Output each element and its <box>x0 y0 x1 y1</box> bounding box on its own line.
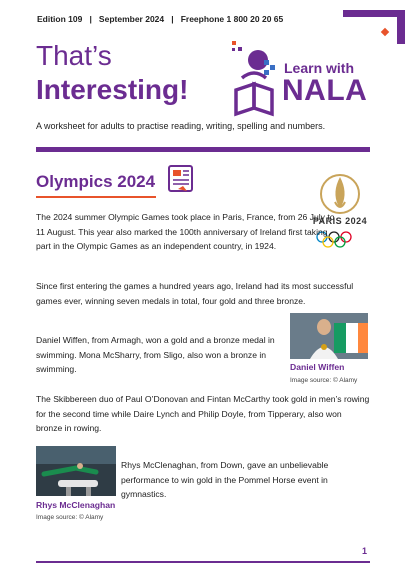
section-heading: Olympics 2024 <box>36 172 156 191</box>
freephone-number: Freephone 1 800 20 20 65 <box>180 14 284 24</box>
page-subtitle: A worksheet for adults to practise reading, writing, spelling and numbers. <box>36 121 326 131</box>
masthead <box>37 14 283 24</box>
daniel-wiffen-photo <box>290 313 368 359</box>
daniel-wiffen-caption: Daniel Wiffen <box>290 362 345 372</box>
section-heading-underline <box>36 196 156 198</box>
rhys-mcclenaghan-caption: Rhys McClenaghan <box>36 500 116 510</box>
daniel-wiffen-image-source: Image source: © Alamy <box>290 377 358 384</box>
rhys-mcclenaghan-image-source: Image source: © Alamy <box>36 514 104 521</box>
logo-nala-wordmark: NALA <box>282 74 368 107</box>
worksheet-icon <box>166 164 196 194</box>
paragraph-rowing: The Skibbereen duo of Paul O’Donovan and Fintan McCarthy took gold in men’s rowing for the second time while Daire Lynch and Philip Doyle, from Tipperary, also won bronze in rowing. <box>36 394 370 434</box>
paris-2024-text: PARIS 2024 <box>312 216 368 226</box>
section-divider <box>36 147 370 152</box>
footer-divider <box>36 561 370 563</box>
page-number: 1 <box>362 546 368 556</box>
paragraph-games-intro: The 2024 summer Olympic Games took place in Paris, France, from 26 July to 11 August. This year also marked the 100th anniversary of Ireland first taking part in the Olympic Games as an independent country, in 1924. <box>36 212 335 252</box>
issue-date: September 2024 <box>98 14 165 24</box>
page-title-line1: That’s <box>36 40 112 71</box>
rhys-mcclenaghan-photo <box>36 446 116 496</box>
masthead-separator: | <box>89 14 92 24</box>
logo-learn-with: Learn with <box>284 60 355 76</box>
page-title-line2: Interesting! <box>36 74 189 105</box>
reader-icon <box>228 38 284 118</box>
masthead-separator: | <box>171 14 174 24</box>
nala-logo <box>228 38 378 118</box>
edition-label: Edition 109 <box>37 14 83 24</box>
paragraph-gymnastics: Rhys McClenaghan, from Down, gave an unbelievable performance to win gold in the Pommel Horse event in gymnastics. <box>121 460 329 500</box>
paragraph-medal-total: Since first entering the games a hundred years ago, Ireland had its most successful games ever, winning seven medals in total, four gold and three bronze. <box>36 281 354 306</box>
paragraph-swimming: Daniel Wiffen, from Armagh, won a gold and a bronze medal in swimming. Mona McSharry, from Sligo, also won a bronze in swimming. <box>36 335 275 375</box>
